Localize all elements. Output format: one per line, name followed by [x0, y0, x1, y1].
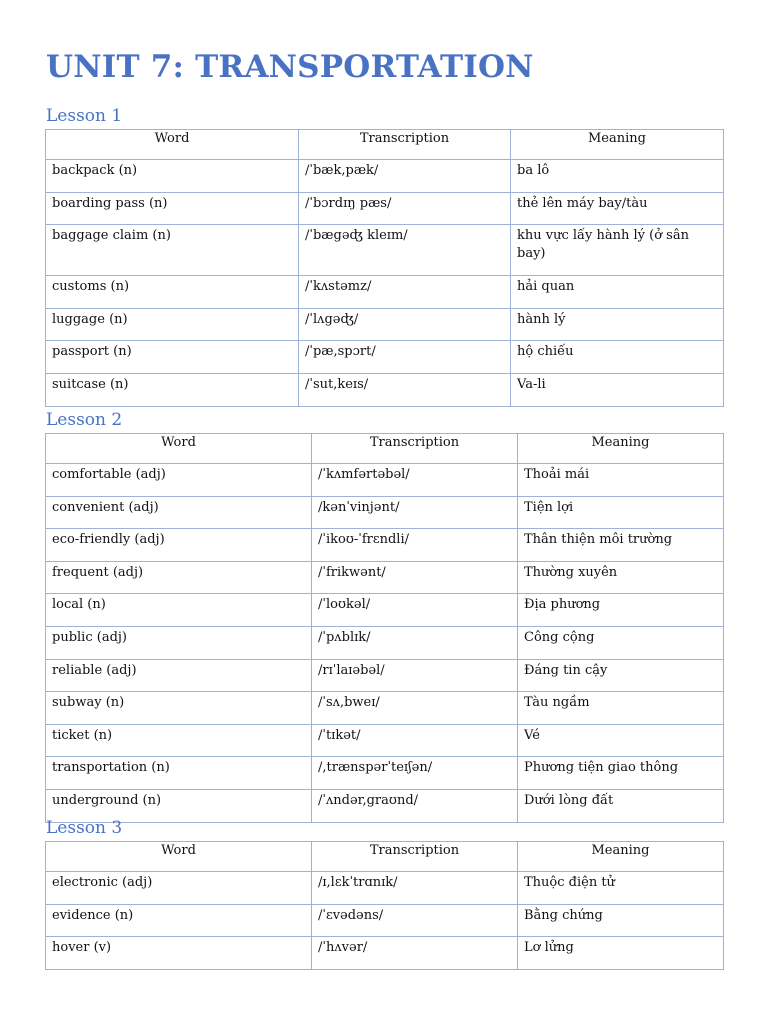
meaning-cell: Thoải mái [518, 464, 724, 497]
transcription-cell: /ˈfrikwənt/ [312, 561, 518, 594]
transcription-cell: /ˈhʌvər/ [312, 937, 518, 970]
word-cell: comfortable (adj) [46, 464, 312, 497]
word-cell: electronic (adj) [46, 872, 312, 905]
table-header-row [46, 130, 724, 160]
meaning-cell: Dưới lòng đất [518, 789, 724, 822]
lesson-1-table [45, 129, 724, 407]
table-row [46, 373, 724, 406]
meaning-cell: Công cộng [518, 626, 724, 659]
meaning-cell: Phương tiện giao thông [518, 757, 724, 790]
transcription-cell: /ˈbɔrdɪŋ pæs/ [299, 192, 511, 225]
transcription-cell: /ˈikoʊ-ˈfrɛndli/ [312, 529, 518, 562]
meaning-cell: Đáng tin cậy [518, 659, 724, 692]
word-cell: luggage (n) [46, 308, 299, 341]
transcription-cell: /rɪˈlaɪəbəl/ [312, 659, 518, 692]
transcription-cell: /,trænspərˈteɪʃən/ [312, 757, 518, 790]
meaning-cell: Tiện lợi [518, 496, 724, 529]
word-cell: underground (n) [46, 789, 312, 822]
table-row [46, 937, 724, 970]
table-row [46, 724, 724, 757]
meaning-cell: Tàu ngầm [518, 692, 724, 725]
meaning-cell: Va-li [511, 373, 724, 406]
transcription-cell: /ˈpæ,spɔrt/ [299, 341, 511, 374]
lesson-1-heading: Lesson 1 [46, 106, 123, 126]
word-cell: local (n) [46, 594, 312, 627]
transcription-cell: /ˈʌndər,graʊnd/ [312, 789, 518, 822]
meaning-cell: Thuộc điện tử [518, 872, 724, 905]
meaning-cell: Bằng chứng [518, 904, 724, 937]
meaning-cell: thẻ lên máy bay/tàu [511, 192, 724, 225]
table-row [46, 872, 724, 905]
table-row [46, 225, 724, 276]
meaning-cell: ba lô [511, 160, 724, 193]
table-row [46, 308, 724, 341]
transcription-cell: /kənˈvinjənt/ [312, 496, 518, 529]
word-cell: passport (n) [46, 341, 299, 374]
table-row [46, 192, 724, 225]
word-cell: baggage claim (n) [46, 225, 299, 276]
table-header-row [46, 842, 724, 872]
transcription-cell: /ˈkʌmfərtəbəl/ [312, 464, 518, 497]
table-row [46, 659, 724, 692]
lesson-3-heading: Lesson 3 [46, 818, 123, 838]
column-header-transcription: Transcription [312, 434, 518, 464]
word-cell: ticket (n) [46, 724, 312, 757]
meaning-cell: Lơ lửng [518, 937, 724, 970]
meaning-cell: hải quan [511, 276, 724, 309]
column-header-word: Word [46, 130, 299, 160]
column-header-meaning: Meaning [511, 130, 724, 160]
column-header-word: Word [46, 434, 312, 464]
meaning-cell: Thường xuyên [518, 561, 724, 594]
transcription-cell: /ˈlʌgəʤ/ [299, 308, 511, 341]
table-row [46, 276, 724, 309]
table-row [46, 692, 724, 725]
table-row [46, 594, 724, 627]
transcription-cell: /ˈtɪkət/ [312, 724, 518, 757]
table-row [46, 561, 724, 594]
table-row [46, 464, 724, 497]
transcription-cell: /ˈbægəʤ kleɪm/ [299, 225, 511, 276]
lesson-2-heading: Lesson 2 [46, 410, 123, 430]
word-cell: hover (v) [46, 937, 312, 970]
table-row [46, 626, 724, 659]
meaning-cell: Địa phương [518, 594, 724, 627]
lesson-3-table [45, 841, 724, 970]
column-header-transcription: Transcription [312, 842, 518, 872]
column-header-word: Word [46, 842, 312, 872]
transcription-cell: /ˈbæk,pæk/ [299, 160, 511, 193]
transcription-cell: /ˈpʌblɪk/ [312, 626, 518, 659]
lesson-2-table [45, 433, 724, 823]
table-row [46, 789, 724, 822]
transcription-cell: /ˈɛvədəns/ [312, 904, 518, 937]
table-row [46, 904, 724, 937]
transcription-cell: /ˈsut,keɪs/ [299, 373, 511, 406]
table-header-row [46, 434, 724, 464]
transcription-cell: /ˈkʌstəmz/ [299, 276, 511, 309]
table-row [46, 496, 724, 529]
word-cell: convenient (adj) [46, 496, 312, 529]
meaning-cell: khu vực lấy hành lý (ở sân bay) [511, 225, 724, 276]
table-row [46, 160, 724, 193]
word-cell: customs (n) [46, 276, 299, 309]
column-header-transcription: Transcription [299, 130, 511, 160]
transcription-cell: /ˈsʌ,bweɪ/ [312, 692, 518, 725]
word-cell: public (adj) [46, 626, 312, 659]
table-row [46, 341, 724, 374]
word-cell: reliable (adj) [46, 659, 312, 692]
word-cell: backpack (n) [46, 160, 299, 193]
word-cell: transportation (n) [46, 757, 312, 790]
word-cell: evidence (n) [46, 904, 312, 937]
column-header-meaning: Meaning [518, 842, 724, 872]
page-title: UNIT 7: TRANSPORTATION [46, 49, 534, 85]
word-cell: frequent (adj) [46, 561, 312, 594]
transcription-cell: /ˈloʊkəl/ [312, 594, 518, 627]
meaning-cell: Thân thiện môi trường [518, 529, 724, 562]
word-cell: boarding pass (n) [46, 192, 299, 225]
column-header-meaning: Meaning [518, 434, 724, 464]
word-cell: suitcase (n) [46, 373, 299, 406]
table-row [46, 757, 724, 790]
table-row [46, 529, 724, 562]
meaning-cell: hộ chiếu [511, 341, 724, 374]
transcription-cell: /ɪ,lɛkˈtrɑnɪk/ [312, 872, 518, 905]
meaning-cell: Vé [518, 724, 724, 757]
meaning-cell: hành lý [511, 308, 724, 341]
word-cell: eco-friendly (adj) [46, 529, 312, 562]
word-cell: subway (n) [46, 692, 312, 725]
